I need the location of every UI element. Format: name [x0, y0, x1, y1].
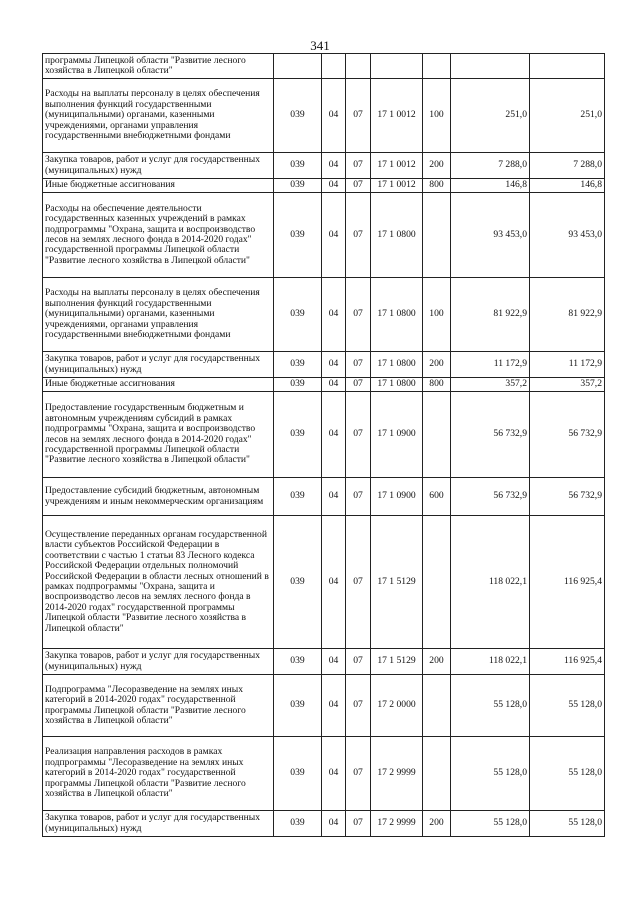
- amount-first: 81 922,9: [451, 278, 530, 352]
- target-article-code: 17 1 0800: [371, 378, 423, 392]
- subsection-code: 07: [346, 675, 371, 737]
- expense-type-code: 200: [423, 153, 451, 179]
- table-row: [43, 675, 605, 737]
- amount-first: 56 732,9: [451, 478, 530, 516]
- admin-code: 039: [274, 79, 322, 153]
- amount-second: 116 925,4: [530, 649, 605, 675]
- row-description: Предоставление государственным бюджетным и автономным учреждениям субсидий в рамках подпрограммы "Охрана, защита и воспроизводство лесов на землях лесного фонда в 2014-2020 годах" государственной программы Липецкой области "Развитие лесного хозяйства в Липецкой области": [43, 392, 274, 478]
- expense-type-code: 600: [423, 478, 451, 516]
- section-code: 04: [322, 392, 346, 478]
- section-code: 04: [322, 352, 346, 378]
- table-row: [43, 516, 605, 649]
- expense-type-code: 200: [423, 352, 451, 378]
- section-code: 04: [322, 737, 346, 811]
- admin-code: 039: [274, 392, 322, 478]
- amount-first: [451, 54, 530, 79]
- amount-second: 251,0: [530, 79, 605, 153]
- subsection-code: 07: [346, 278, 371, 352]
- target-article-code: 17 1 0012: [371, 79, 423, 153]
- row-description: Предоставление субсидий бюджетным, автономным учреждениям и иным некоммерческим организациям: [43, 478, 274, 516]
- subsection-code: 07: [346, 737, 371, 811]
- row-description: Закупка товаров, работ и услуг для государственных (муниципальных) нужд: [43, 352, 274, 378]
- table-row: [43, 179, 605, 193]
- amount-first: 118 022,1: [451, 649, 530, 675]
- row-description: Расходы на выплаты персоналу в целях обеспечения выполнения функций государственными (муниципальными) органами, казенными учреждениями, органами управления государственными внебюджетными фондами: [43, 79, 274, 153]
- admin-code: 039: [274, 378, 322, 392]
- subsection-code: 07: [346, 392, 371, 478]
- target-article-code: 17 1 5129: [371, 649, 423, 675]
- section-code: 04: [322, 179, 346, 193]
- table-row: [43, 153, 605, 179]
- amount-second: 56 732,9: [530, 392, 605, 478]
- expense-type-code: [423, 737, 451, 811]
- table-row: [43, 737, 605, 811]
- row-description: Иные бюджетные ассигнования: [43, 179, 274, 193]
- table-row: [43, 811, 605, 837]
- subsection-code: 07: [346, 193, 371, 278]
- subsection-code: 07: [346, 378, 371, 392]
- expense-type-code: [423, 54, 451, 79]
- row-description: Реализация направления расходов в рамках подпрограммы "Лесоразведение на землях иных категорий в 2014-2020 годах" государственной программы Липецкой области "Развитие лесного хозяйства в Липецкой области": [43, 737, 274, 811]
- table-row: [43, 649, 605, 675]
- table-row: [43, 79, 605, 153]
- section-code: 04: [322, 649, 346, 675]
- expense-type-code: 100: [423, 79, 451, 153]
- row-description: Расходы на выплаты персоналу в целях обеспечения выполнения функций государственными (муниципальными) органами, казенными учреждениями, органами управления государственными внебюджетными фондами: [43, 278, 274, 352]
- admin-code: 039: [274, 675, 322, 737]
- target-article-code: 17 1 0012: [371, 179, 423, 193]
- table-row: [43, 478, 605, 516]
- amount-first: 55 128,0: [451, 675, 530, 737]
- table-row: [43, 278, 605, 352]
- target-article-code: 17 1 5129: [371, 516, 423, 649]
- section-code: [322, 54, 346, 79]
- amount-second: 11 172,9: [530, 352, 605, 378]
- admin-code: 039: [274, 179, 322, 193]
- amount-second: [530, 54, 605, 79]
- expense-type-code: [423, 392, 451, 478]
- target-article-code: [371, 54, 423, 79]
- admin-code: 039: [274, 478, 322, 516]
- amount-second: 7 288,0: [530, 153, 605, 179]
- table-row: [43, 352, 605, 378]
- section-code: 04: [322, 675, 346, 737]
- admin-code: 039: [274, 516, 322, 649]
- section-code: 04: [322, 153, 346, 179]
- amount-first: 7 288,0: [451, 153, 530, 179]
- admin-code: [274, 54, 322, 79]
- amount-first: 357,2: [451, 378, 530, 392]
- expense-type-code: [423, 193, 451, 278]
- row-description: Иные бюджетные ассигнования: [43, 378, 274, 392]
- expense-type-code: [423, 516, 451, 649]
- amount-first: 118 022,1: [451, 516, 530, 649]
- admin-code: 039: [274, 278, 322, 352]
- budget-table: [42, 53, 605, 837]
- target-article-code: 17 1 0800: [371, 278, 423, 352]
- table-row: [43, 378, 605, 392]
- expense-type-code: 800: [423, 378, 451, 392]
- amount-second: 93 453,0: [530, 193, 605, 278]
- row-description: программы Липецкой области "Развитие лесного хозяйства в Липецкой области": [43, 54, 274, 79]
- subsection-code: 07: [346, 153, 371, 179]
- row-description: Подпрограмма "Лесоразведение на землях иных категорий в 2014-2020 годах" государственной программы Липецкой области "Развитие лесного хозяйства в Липецкой области": [43, 675, 274, 737]
- target-article-code: 17 2 9999: [371, 737, 423, 811]
- amount-first: 11 172,9: [451, 352, 530, 378]
- amount-second: 55 128,0: [530, 737, 605, 811]
- subsection-code: [346, 54, 371, 79]
- target-article-code: 17 1 0900: [371, 478, 423, 516]
- section-code: 04: [322, 79, 346, 153]
- expense-type-code: 800: [423, 179, 451, 193]
- subsection-code: 07: [346, 79, 371, 153]
- section-code: 04: [322, 193, 346, 278]
- section-code: 04: [322, 811, 346, 837]
- section-code: 04: [322, 278, 346, 352]
- expense-type-code: [423, 675, 451, 737]
- admin-code: 039: [274, 352, 322, 378]
- row-description: Закупка товаров, работ и услуг для государственных (муниципальных) нужд: [43, 153, 274, 179]
- amount-first: 55 128,0: [451, 737, 530, 811]
- amount-first: 251,0: [451, 79, 530, 153]
- expense-type-code: 200: [423, 811, 451, 837]
- subsection-code: 07: [346, 478, 371, 516]
- admin-code: 039: [274, 811, 322, 837]
- expense-type-code: 100: [423, 278, 451, 352]
- admin-code: 039: [274, 737, 322, 811]
- row-description: Закупка товаров, работ и услуг для государственных (муниципальных) нужд: [43, 811, 274, 837]
- amount-second: 357,2: [530, 378, 605, 392]
- subsection-code: 07: [346, 179, 371, 193]
- row-description: Закупка товаров, работ и услуг для государственных (муниципальных) нужд: [43, 649, 274, 675]
- subsection-code: 07: [346, 516, 371, 649]
- target-article-code: 17 1 0012: [371, 153, 423, 179]
- row-description: Осуществление переданных органам государственной власти субъектов Российской Федерации в соответствии с частью 1 статьи 83 Лесного кодекса Российской Федерации отдельных полномочий Российской Федерации в области лесных отношений в рамках подпрограммы "Охрана, защита и воспроизводство лесов на землях лесного фонда в 2014-2020 годах" государственной программы Липецкой области "Развитие лесного хозяйства в Липецкой области": [43, 516, 274, 649]
- admin-code: 039: [274, 153, 322, 179]
- amount-first: 93 453,0: [451, 193, 530, 278]
- amount-second: 116 925,4: [530, 516, 605, 649]
- table-row: [43, 54, 605, 79]
- amount-first: 146,8: [451, 179, 530, 193]
- subsection-code: 07: [346, 352, 371, 378]
- row-description: Расходы на обеспечение деятельности государственных казенных учреждений в рамках подпрограммы "Охрана, защита и воспроизводство лесов на землях лесного фонда в 2014-2020 годах" государственной программы Липецкой области "Развитие лесного хозяйства в Липецкой области": [43, 193, 274, 278]
- table-row: [43, 193, 605, 278]
- amount-second: 56 732,9: [530, 478, 605, 516]
- section-code: 04: [322, 478, 346, 516]
- expense-type-code: 200: [423, 649, 451, 675]
- section-code: 04: [322, 516, 346, 649]
- amount-second: 55 128,0: [530, 811, 605, 837]
- amount-first: 56 732,9: [451, 392, 530, 478]
- table-row: [43, 392, 605, 478]
- section-code: 04: [322, 378, 346, 392]
- target-article-code: 17 1 0800: [371, 193, 423, 278]
- page-number: 341: [310, 38, 330, 53]
- subsection-code: 07: [346, 649, 371, 675]
- target-article-code: 17 2 0000: [371, 675, 423, 737]
- target-article-code: 17 1 0800: [371, 352, 423, 378]
- target-article-code: 17 2 9999: [371, 811, 423, 837]
- subsection-code: 07: [346, 811, 371, 837]
- target-article-code: 17 1 0900: [371, 392, 423, 478]
- admin-code: 039: [274, 649, 322, 675]
- amount-second: 146,8: [530, 179, 605, 193]
- amount-second: 81 922,9: [530, 278, 605, 352]
- admin-code: 039: [274, 193, 322, 278]
- amount-first: 55 128,0: [451, 811, 530, 837]
- amount-second: 55 128,0: [530, 675, 605, 737]
